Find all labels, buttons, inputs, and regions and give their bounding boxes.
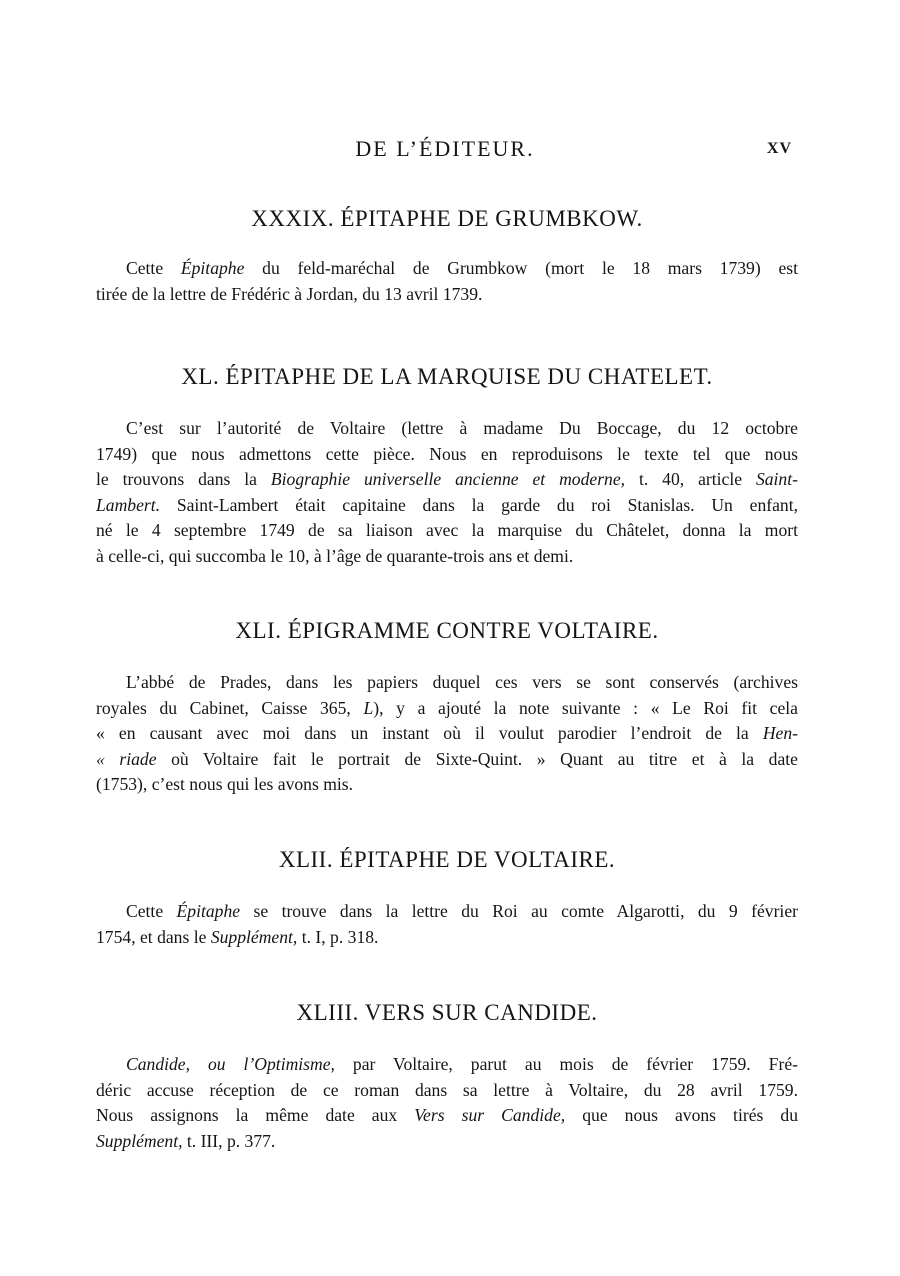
text-line	[96, 256, 798, 282]
text-run: se trouve dans la lettre du Roi au comte Algarotti, du 9 février	[240, 901, 798, 921]
text-line	[96, 721, 798, 747]
text-run: par Voltaire, parut au mois de février 1759. Fré-	[334, 1054, 798, 1074]
italic-run: Saint-	[755, 469, 798, 489]
section-heading: XXXIX. ÉPITAPHE DE GRUMBKOW.	[251, 206, 643, 231]
section-paragraph	[96, 1052, 798, 1154]
running-title: DE L’ÉDITEUR.	[355, 136, 535, 161]
text-line	[96, 1129, 798, 1155]
text-line	[96, 1052, 798, 1078]
section-heading: XLIII. VERS SUR CANDIDE.	[296, 1000, 598, 1025]
section-xl	[96, 360, 798, 569]
section-paragraph	[96, 416, 798, 569]
text-run: L’abbé de Prades, dans les papiers duquel ces vers se sont conservés (archives	[126, 672, 798, 692]
italic-run: Épitaphe	[176, 901, 241, 921]
text-line	[96, 1078, 798, 1104]
text-line	[96, 1103, 798, 1129]
section-paragraph	[96, 670, 798, 798]
text-run: Saint-Lambert était capitaine dans la garde du roi Stanislas. Un enfant,	[160, 494, 798, 515]
italic-run: Supplément,	[96, 1130, 183, 1151]
section-heading: XLI. ÉPIGRAMME CONTRE VOLTAIRE.	[235, 618, 659, 643]
text-line	[96, 899, 798, 925]
text-run: t. I, p. 318.	[297, 926, 379, 947]
text-run: tirée de la lettre de Frédéric à Jordan, du 13 avril 1739.	[96, 283, 483, 304]
text-line	[96, 442, 798, 468]
italic-run: Lambert.	[96, 494, 161, 515]
text-line	[96, 544, 798, 570]
text-run: (1753), c’est nous qui les avons mis.	[96, 774, 354, 794]
text-line	[96, 467, 798, 493]
text-run: déric accuse réception de ce roman dans sa lettre à Voltaire, du 28 avril 1759.	[96, 1079, 798, 1100]
text-line	[96, 282, 798, 308]
text-run: le trouvons dans la	[96, 469, 271, 489]
italic-run: Supplément,	[210, 926, 298, 947]
text-line	[96, 696, 798, 722]
section-heading: XL. ÉPITAPHE DE LA MARQUISE DU CHATELET.	[181, 364, 713, 389]
italic-run: « riade	[96, 748, 157, 769]
text-run: Cette	[126, 258, 181, 278]
italic-run: Vers sur Candide,	[414, 1105, 566, 1125]
section-paragraph	[96, 899, 798, 950]
text-line	[96, 493, 798, 519]
section-xxxix	[96, 202, 798, 307]
text-run: 1749) que nous admettons cette pièce. Nous en reproduisons le texte tel que nous	[96, 443, 798, 464]
text-run: t. III, p. 377.	[182, 1130, 276, 1151]
section-xli	[96, 614, 798, 798]
text-run: 1754, et dans le	[96, 926, 211, 947]
section-heading: XLII. ÉPITAPHE DE VOLTAIRE.	[278, 847, 616, 872]
italic-run: Biographie universelle ancienne et moderne,	[270, 469, 626, 489]
italic-run: Candide, ou l’Optimisme,	[126, 1054, 335, 1074]
text-run: Nous assignons la même date aux	[96, 1105, 415, 1125]
text-run: où Voltaire fait le portrait de Sixte-Quint. » Quant au titre et à la date	[156, 748, 798, 769]
text-run: t. 40, article	[625, 469, 756, 489]
italic-run: Hen-	[762, 723, 798, 743]
text-line	[96, 518, 798, 544]
text-line	[96, 772, 798, 798]
text-run: à celle-ci, qui succomba le 10, à l’âge de quarante-trois ans et demi.	[96, 545, 574, 566]
section-paragraph	[96, 256, 798, 307]
italic-run: L	[363, 697, 374, 718]
text-line	[96, 670, 798, 696]
text-run: « en causant avec moi dans un instant où il voulut parodier l’endroit de la	[96, 723, 763, 743]
page-number: XV	[766, 140, 792, 157]
text-run: du feld-maréchal de Grumbkow (mort le 18 mars 1739) est	[244, 258, 799, 278]
text-line	[96, 925, 798, 951]
text-run: ), y a ajouté la note suivante : « Le Roi fit cela	[373, 697, 798, 718]
text-run: que nous avons tirés du	[565, 1105, 798, 1125]
section-xliii	[96, 996, 798, 1154]
text-line	[96, 747, 798, 773]
running-head	[0, 136, 900, 166]
text-run: Cette	[126, 901, 177, 921]
section-xlii	[96, 843, 798, 950]
text-run: C’est sur l’autorité de Voltaire (lettre à madame Du Boccage, du 12 octobre	[126, 418, 798, 438]
text-run: royales du Cabinet, Caisse 365,	[96, 697, 364, 718]
italic-run: Épitaphe	[180, 258, 245, 278]
text-line	[96, 416, 798, 442]
text-run: né le 4 septembre 1749 de sa liaison avec la marquise du Châtelet, donna la mort	[96, 520, 798, 540]
